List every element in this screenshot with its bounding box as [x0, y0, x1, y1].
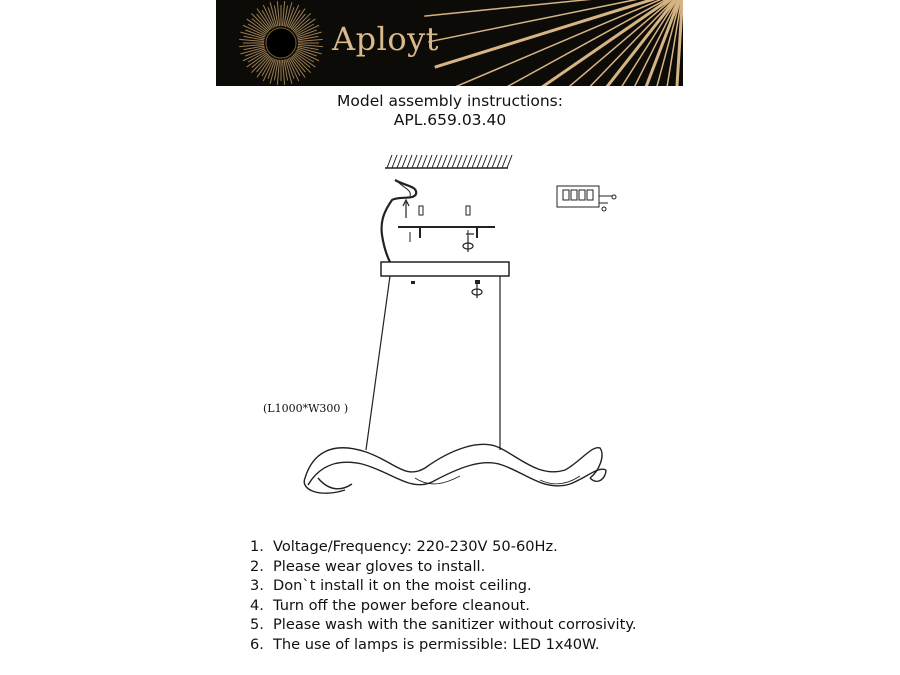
mounting-bracket: [398, 227, 495, 242]
ceiling-canopy: [381, 262, 509, 276]
brand-logo: Aployt: [332, 20, 440, 58]
item-number: 6.: [250, 635, 264, 653]
page-title: Model assembly instructions:: [337, 92, 563, 110]
item-text: Turn off the power before cleanout.: [273, 596, 530, 614]
item-text: Voltage/Frequency: 220-230V 50-60Hz.: [273, 538, 558, 555]
list-item: [250, 537, 637, 557]
list-item: [250, 635, 637, 655]
list-item: [250, 596, 637, 616]
dimension-label: (L1000*W300 ): [263, 402, 349, 415]
item-number: 3.: [250, 577, 264, 595]
list-item: [250, 557, 637, 577]
item-text: The use of lamps is permissible: LED 1x40W.: [273, 635, 600, 653]
list-item: [250, 576, 637, 596]
item-number: 2.: [250, 557, 264, 575]
wave-lamp-body: [304, 444, 606, 493]
screw-icon: [472, 280, 482, 298]
power-cord: [382, 180, 417, 262]
ceiling-hatch: [385, 155, 512, 168]
list-item: [250, 615, 637, 635]
item-text: Please wash with the sanitizer without corrosivity.: [273, 616, 637, 634]
instructions-list: [250, 537, 637, 655]
item-number: 5.: [250, 616, 264, 634]
wiring-connector-icon: [557, 186, 616, 211]
item-text: Please wear gloves to install.: [273, 557, 486, 575]
item-number: 1.: [250, 538, 264, 555]
item-text: Don`t install it on the moist ceiling.: [273, 577, 532, 595]
item-number: 4.: [250, 596, 264, 614]
model-number: APL.659.03.40: [393, 111, 507, 129]
suspension-wire-left: [366, 276, 390, 450]
